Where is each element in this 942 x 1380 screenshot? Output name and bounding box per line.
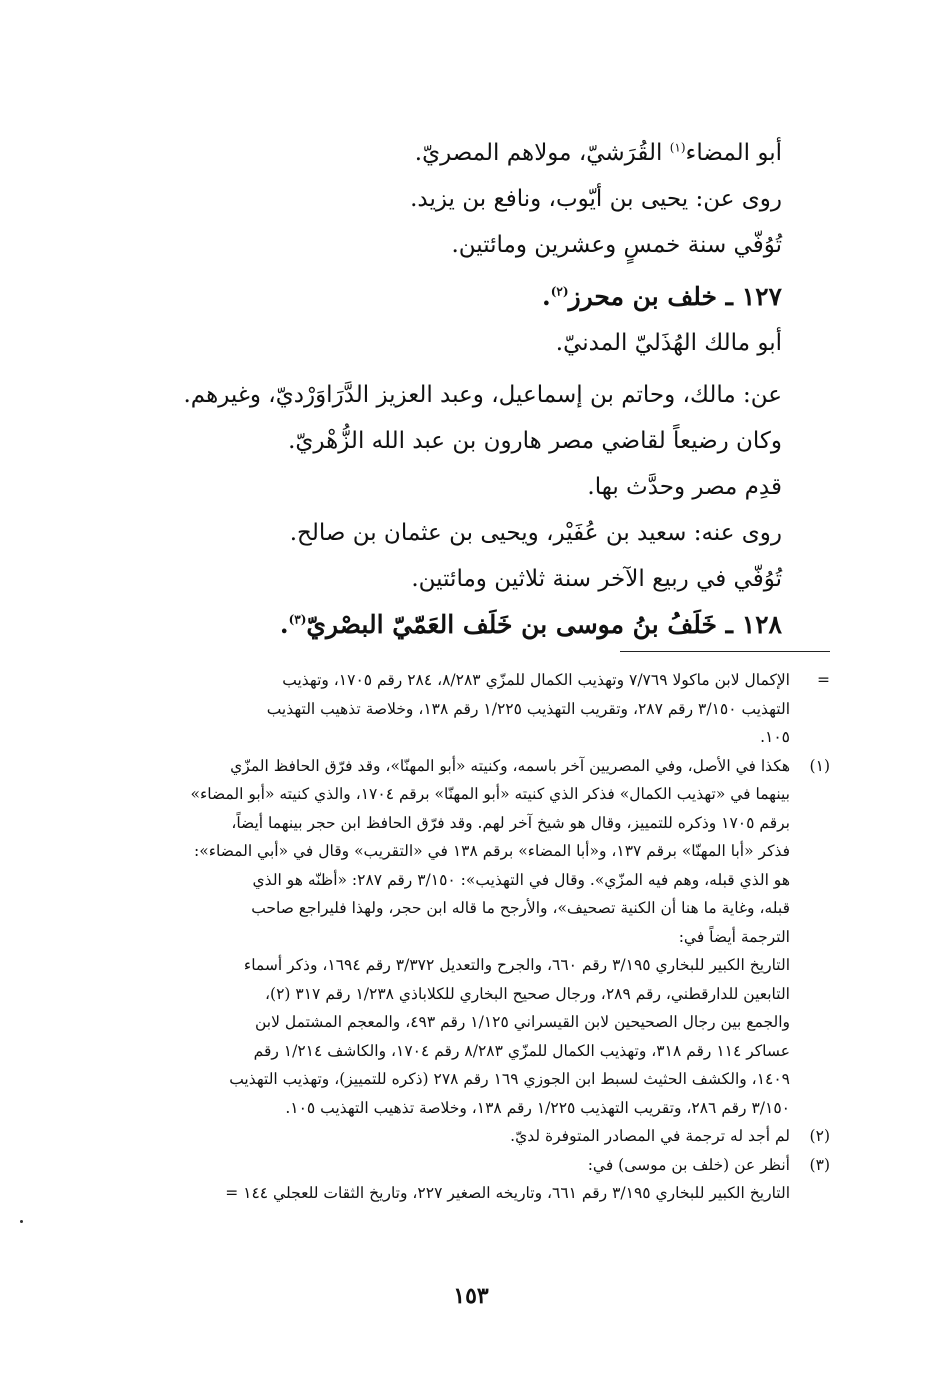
footnote-1 [104,752,830,1123]
footnote-line: الترجمة أيضاً في: [678,927,790,946]
footnote-reference[interactable]: (٣) [288,612,307,627]
footnote-reference[interactable]: (١) [669,140,686,155]
footnote-marker: (٢) [809,1127,830,1145]
footnote-continuation [104,666,830,752]
footnote-3 [104,1151,830,1208]
text-line: تُوُفّي سنة خمسٍ وعشرين ومائتين. [451,232,782,258]
main-text [142,130,782,648]
footnote-line: ١٤٠٩، والكشف الحثيث لسبط ابن الجوزي ١٦٩ رقم ٢٧٨ (ذكره للتمييز)، وتهذيب التهذيب [229,1070,790,1088]
footnote-line: لم أجد له ترجمة في المصادر المتوفرة لديّ. [510,1127,790,1145]
footnote-line: هو الذي قبله، وهم فيه المزّي». وقال في التهذيب»: ٣/١٥٠ رقم ٢٨٧: «أظنّه هو الذي [252,870,790,889]
text-line: أبو مالك الهُذَليّ المدنيّ. [555,330,782,356]
footnotes-section [104,666,830,1208]
entry-heading-127 [142,274,782,320]
footnote-line: بينهما في «تهذيب الكمال» فذكر الذي كنيته «أبو المهنّا» برقم ١٧٠٤، والذي كنيته «أبو المضاء» [190,785,790,803]
text-line: تُوُفّي في ربيع الآخر سنة ثلاثين ومائتين. [411,566,782,592]
footnote-line: التهذيب ٣/١٥٠ رقم ٢٨٧، وتقريب التهذيب ١/٢٢٥ رقم ١٣٨، وخلاصة تذهيب التهذيب [266,699,790,718]
text-line: قدِم مصر وحدَّث بها. [587,474,782,500]
entry-heading-128 [142,602,782,648]
text-line: عن: مالك، وحاتم بن إسماعيل، وعبد العزيز الدَّرَاوَرْديّ، وغيرهم. [183,382,782,408]
footnote-line: فذكر «أبا المهنّا» برقم ١٣٧، و«أبا المضاء» برقم ١٣٨ في «التقريب» وقال في «أبي المضاء»: [193,842,790,860]
footnote-line: التاريخ الكبير للبخاري ٣/١٩٥ رقم ٦٦٠، والجرح والتعديل ٣/٣٧٢ رقم ١٦٩٤، وذكر أسماء [243,956,790,974]
footnote-line: أنظر عن (خلف بن موسى) في: [587,1155,790,1174]
footnote-line: والجمع بين رجال الصحيحين لابن القيسراني ١/١٢٥ رقم ٤٩٣، والمعجم المشتمل لابن [255,1013,790,1031]
footnote-divider [620,651,830,652]
footnote-line: التاريخ الكبير للبخاري ٣/١٩٥ رقم ٦٦١، وتاريخه الصغير ٢٢٧، وتاريخ الثقات للعجلي ١٤٤ = [225,1184,790,1202]
text-line: وكان رضيعاً لقاضي مصر هارون بن عبد الله الزُّهْريّ. [288,428,782,454]
footnote-line: عساكر ١١٤ رقم ٣١٨، وتهذيب الكمال للمزّي ٨/٢٨٣ رقم ١٧٠٤، والكاشف ١/٢١٤ رقم [253,1041,790,1060]
text-segment: . [279,610,289,639]
footnote-line: التابعين للدارقطني، رقم ٢٨٩، ورجال صحيح البخاري للكلاباذي ١/٢٣٨ رقم ٣١٧ (٢)، [265,984,790,1003]
text-segment: . [542,282,551,311]
footnote-line: ١٠٥. [760,728,790,746]
entry-heading-text: ١٢٨ ـ خَلَفُ بنُ موسى بن خَلَف العَمّيّ البصْريّ [306,610,782,639]
text-line: روى عن: يحيى بن أيّوب، ونافع بن يزيد. [410,186,782,212]
entry-heading-text: ١٢٧ ـ خلف بن محرز [568,282,782,311]
footnote-line: هكذا في الأصل، وفي المصريين آخر باسمه، وكنيته «أبو المهنّا»، وقد فرّق الحافظ المزّي [230,756,790,775]
scan-artifact [20,1220,23,1223]
text-segment: أبو المضاء [685,140,782,166]
text-line [142,130,782,176]
footnote-marker: (٣) [809,1155,830,1174]
footnote-line: قبله، وغاية ما هنا أن الكنية تصحيف»، والأرجح ما قاله ابن حجر، ولهذا فليراجع صاحب [251,899,790,917]
footnote-line: الإكمال لابن ماكولا ٧/٧٦٩ وتهذيب الكمال للمزّي ٨/٢٨٣، ٢٨٤ رقم ١٧٠٥، وتهذيب [282,671,790,689]
footnote-marker: = [817,671,830,689]
footnote-marker: (١) [809,756,830,775]
page-number: ١٥٣ [453,1283,489,1309]
footnote-2 [104,1122,830,1151]
footnote-reference[interactable]: (٢) [550,284,569,299]
footnote-line: برقم ١٧٠٥ وذكره للتمييز، وقال هو شيخ آخر لهم. وقد فرّق الحافظ ابن حجر بينهما أيضاً، [231,813,790,832]
text-line: روى عنه: سعيد بن عُفَيْر، ويحيى بن عثمان بن صالح. [289,520,782,546]
footnote-line: ٣/١٥٠ رقم ٢٨٦، وتقريب التهذيب ١/٢٢٥ رقم ١٣٨، وخلاصة تذهيب التهذيب ١٠٥. [285,1098,790,1117]
text-segment: القُرَشيّ، مولاهم المصريّ. [414,140,670,166]
